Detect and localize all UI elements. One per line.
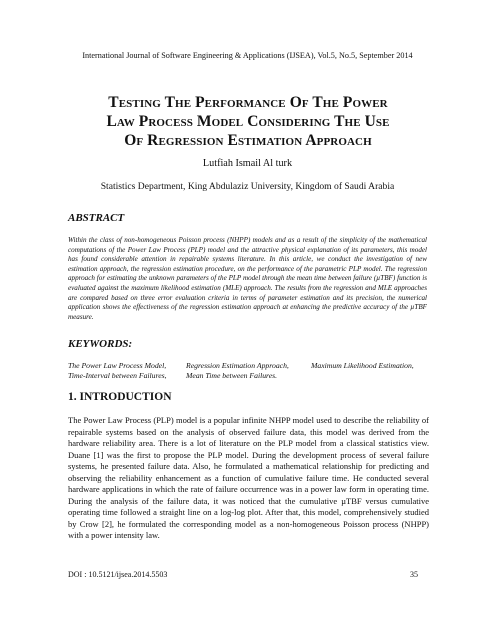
keywords-heading: KEYWORDS: bbox=[68, 338, 133, 350]
author-affiliation: Statistics Department, King Abdulaziz University, Kingdom of Saudi Arabia bbox=[100, 181, 395, 192]
keywords-row-1 bbox=[68, 361, 430, 371]
keyword: The Power Law Process Model, bbox=[68, 361, 167, 370]
keyword: Regression Estimation Approach, bbox=[186, 361, 289, 370]
paper-title-line-3: Of Regression Estimation Approach bbox=[124, 132, 372, 149]
paper-title-line-2: Law Process Model Considering The Use bbox=[106, 113, 390, 130]
keyword: Mean Time between Failures. bbox=[186, 371, 278, 380]
keywords-row-2 bbox=[68, 371, 430, 381]
abstract-heading: ABSTRACT bbox=[68, 212, 125, 224]
paper-title bbox=[58, 93, 438, 150]
introduction-heading: 1. INTRODUCTION bbox=[68, 391, 172, 403]
introduction-text: The Power Law Process (PLP) model is a popular infinite NHPP model used to describe the reliability of repairable systems based on the analysis of observed failure data, this model was derived from the hardware reliability area. There is a lot of literature on the PLP model from a classical statistics view. Duane [1] was the first to propose the PLP model. During the development process of several failure systems, he presented failure data. Also, he formulated a mathematical relationship for predicting and observing the reliability enhancement as a function of cumulative failure time. He conducted several hardware applications in which the rate of failure occurrence was in a power law form in operating time. During the analysis of the failure data, it was noticed that the cumulative µTBF versus cumulative operating time followed a straight line on a log-log plot. After that, this model, comprehensively studied by Crow [2], he formulated the corresponding model as a non-homogeneous Poisson process (NHPP) with a power intensity law. bbox=[68, 415, 429, 540]
keyword: Maximum Likelihood Estimation, bbox=[311, 361, 414, 370]
journal-header: International Journal of Software Engineering & Applications (IJSEA), Vol.5, No.5, September 2014 bbox=[82, 51, 413, 60]
author-name: Lutfiah Ismail Al turk bbox=[202, 158, 293, 169]
page-number: 35 bbox=[410, 570, 418, 579]
doi-footer: DOI : 10.5121/ijsea.2014.5503 bbox=[68, 570, 168, 579]
abstract-text: Within the class of non-homogeneous Poisson process (NHPP) models and as a result of the simplicity of the mathematical computations of the Power Law Process (PLP) model and the attractive physical explanation of its parameters, this model has found considerable attention in repairable systems literature. In this article, we conduct the investigation of new estimation approach, the regression estimation procedure, on the performance of the parametric PLP model. The regression approach for estimating the unknown parameters of the PLP model through the mean time between failure (µTBF) function is evaluated against the maximum likelihood estimation (MLE) approach. The results from the regression and MLE approaches are compared based on three error evaluation criteria in terms of parameter estimation and its precision, the numerical application shows the effectiveness of the regression estimation approach at enhancing the predictive accuracy of the µTBF measure. bbox=[68, 236, 427, 321]
paper-title-line-1: Testing The Performance Of The Power bbox=[108, 94, 388, 111]
keyword: Time-Interval between Failures, bbox=[68, 371, 167, 380]
keywords-list bbox=[68, 361, 430, 381]
